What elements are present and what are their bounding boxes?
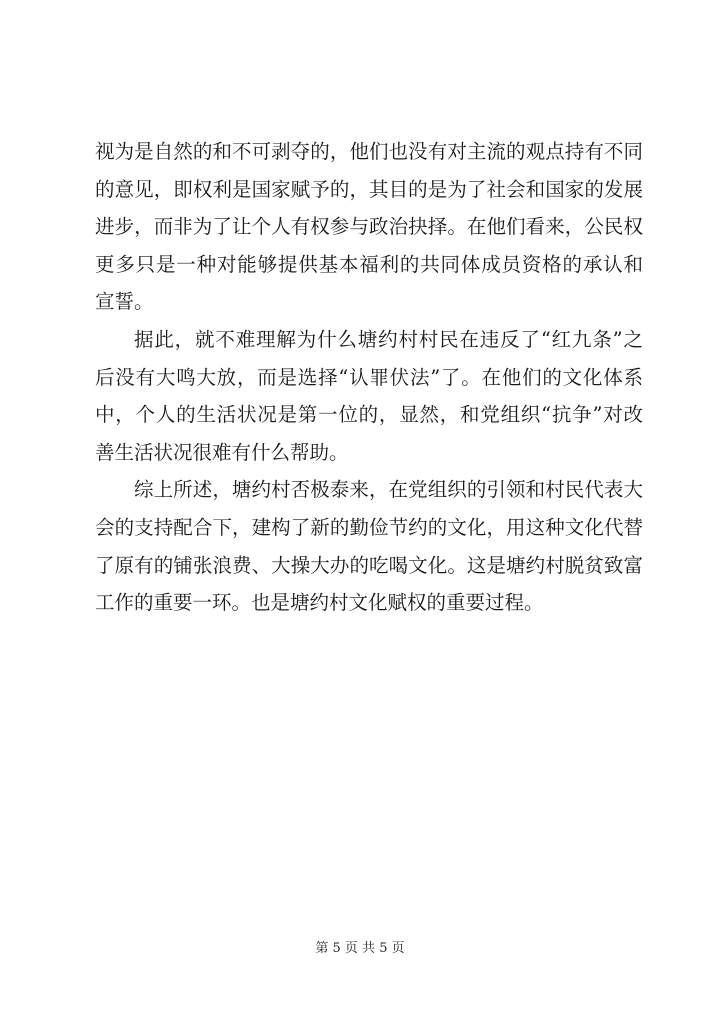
text-line: 了原有的铺张浪费、大操大办的吃喝文化。这是塘约村脱贫致富 [95, 553, 643, 577]
text-line: 据此，就不难理解为什么塘约村村民在违反了“红九条”之 [134, 327, 643, 351]
text-line: 的意见，即权利是国家赋予的，其目的是为了社会和国家的发展 [95, 177, 643, 201]
page-number: 第 5 页 共 5 页 [315, 941, 405, 956]
text-line: 会的支持配合下，建构了新的勤俭节约的文化，用这种文化代替 [95, 515, 643, 539]
paragraph [95, 471, 643, 621]
document-body [95, 133, 643, 622]
page-footer [0, 940, 720, 958]
paragraph [95, 321, 643, 471]
text-line: 更多只是一种对能够提供基本福利的共同体成员资格的承认和 [95, 252, 643, 276]
text-line: 工作的重要一环。也是塘约村文化赋权的重要过程。 [95, 591, 544, 615]
text-line: 中，个人的生活状况是第一位的，显然，和党组织“抗争”对改 [95, 403, 643, 427]
text-line: 综上所述，塘约村否极泰来，在党组织的引领和村民代表大 [134, 478, 643, 502]
text-line: 后没有大鸣大放，而是选择“认罪伏法”了。在他们的文化体系 [95, 365, 643, 389]
text-line: 宣誓。 [95, 290, 154, 314]
text-line: 善生活状况很难有什么帮助。 [95, 440, 349, 464]
text-line: 进步，而非为了让个人有权参与政治抉择。在他们看来，公民权 [95, 215, 643, 239]
text-line: 视为是自然的和不可剥夺的，他们也没有对主流的观点持有不同 [95, 140, 643, 163]
paragraph [95, 133, 643, 321]
